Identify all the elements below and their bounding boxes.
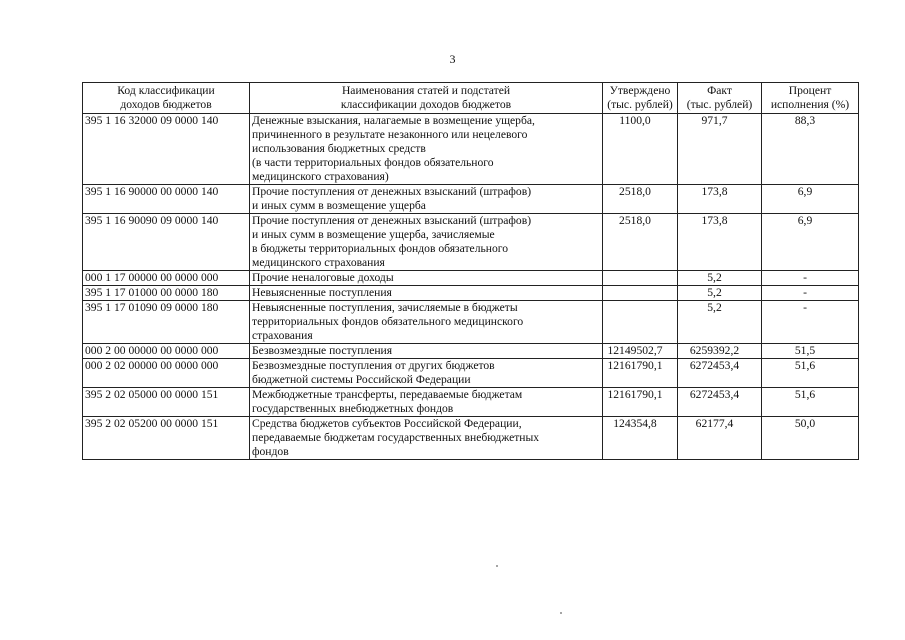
row-name-line: Невыясненные поступления, зачисляемые в бюджеты xyxy=(252,301,518,314)
row-approved-value: 12161790,1 xyxy=(607,388,663,401)
row-code: 000 2 02 00000 00 0000 000 xyxy=(83,359,250,388)
row-fact-value: 6259392,2 xyxy=(689,344,740,357)
row-percent xyxy=(762,344,859,359)
row-name xyxy=(250,344,603,359)
row-code: 395 1 17 01000 00 0000 180 xyxy=(83,286,250,301)
row-percent xyxy=(762,271,859,286)
revenue-table xyxy=(82,82,859,460)
row-fact-value: 173,8 xyxy=(701,185,728,198)
row-approved-value: 2518,0 xyxy=(619,214,651,227)
row-approved xyxy=(603,114,678,185)
row-percent-value: - xyxy=(803,301,807,314)
row-name xyxy=(250,388,603,417)
row-percent xyxy=(762,185,859,214)
header-percent-line-1: Процент xyxy=(788,84,832,97)
row-name-line: Прочие неналоговые доходы xyxy=(252,271,394,284)
row-fact xyxy=(678,185,762,214)
row-approved-value: 12161790,1 xyxy=(607,359,663,372)
row-percent xyxy=(762,214,859,271)
row-name xyxy=(250,271,603,286)
row-name xyxy=(250,301,603,344)
table-row xyxy=(83,214,859,271)
row-percent-value: 88,3 xyxy=(794,114,816,127)
row-fact-value: 6272453,4 xyxy=(689,359,740,372)
row-name-line: причиненного в результате незаконного или нецелевого xyxy=(252,128,528,141)
row-percent-value: 51,6 xyxy=(794,359,816,372)
header-fact-line-1: Факт xyxy=(707,84,732,97)
row-name xyxy=(250,214,603,271)
header-fact xyxy=(678,83,762,114)
header-code-line-1: Код классификации xyxy=(117,84,215,97)
header-approved xyxy=(603,83,678,114)
row-code: 395 2 02 05200 00 0000 151 xyxy=(83,417,250,460)
row-name-line: Безвозмездные поступления xyxy=(252,344,393,357)
row-approved xyxy=(603,214,678,271)
row-approved-value: 124354,8 xyxy=(613,417,657,430)
table-row xyxy=(83,301,859,344)
row-fact-value: 971,7 xyxy=(701,114,728,127)
row-fact-value: 6272453,4 xyxy=(689,388,740,401)
header-approved-line-1: Утверждено xyxy=(609,84,671,97)
table-row xyxy=(83,114,859,185)
row-fact xyxy=(678,271,762,286)
table-header-row xyxy=(83,83,859,114)
row-percent xyxy=(762,114,859,185)
header-fact-line-2: (тыс. рублей) xyxy=(686,98,753,111)
row-name-line: в бюджеты территориальных фондов обязательного xyxy=(252,242,509,255)
header-percent xyxy=(762,83,859,114)
header-name-line-1: Наименования статей и подстатей xyxy=(341,84,511,97)
row-approved xyxy=(603,388,678,417)
row-percent-value: - xyxy=(803,271,807,284)
row-name-line: медицинского страхования xyxy=(252,256,385,269)
row-fact xyxy=(678,417,762,460)
row-name-line: страхования xyxy=(252,329,313,342)
row-percent-value: 51,5 xyxy=(794,344,816,357)
row-fact xyxy=(678,344,762,359)
table-row xyxy=(83,388,859,417)
scan-speck xyxy=(560,612,562,614)
row-approved xyxy=(603,417,678,460)
table-row xyxy=(83,271,859,286)
row-fact-value: 5,2 xyxy=(707,286,722,299)
row-percent-value: 50,0 xyxy=(794,417,816,430)
row-fact xyxy=(678,286,762,301)
row-code: 000 2 00 00000 00 0000 000 xyxy=(83,344,250,359)
row-approved xyxy=(603,271,678,286)
row-approved xyxy=(603,301,678,344)
table-row xyxy=(83,417,859,460)
row-name-line: Прочие поступления от денежных взысканий (штрафов) xyxy=(252,185,532,198)
row-percent-value: 6,9 xyxy=(797,185,813,198)
row-percent xyxy=(762,417,859,460)
page-number: 3 xyxy=(449,52,456,66)
row-percent-value: 51,6 xyxy=(794,388,816,401)
header-code xyxy=(83,83,250,114)
row-name-line: государственных внебюджетных фондов xyxy=(252,402,454,415)
row-name-line: бюджетной системы Российской Федерации xyxy=(252,373,471,386)
row-name-line: Невыясненные поступления xyxy=(252,286,392,299)
row-approved xyxy=(603,286,678,301)
row-approved-value: 2518,0 xyxy=(619,185,651,198)
scan-speck xyxy=(496,565,498,567)
row-code: 395 2 02 05000 00 0000 151 xyxy=(83,388,250,417)
row-name xyxy=(250,185,603,214)
row-fact xyxy=(678,301,762,344)
row-fact xyxy=(678,388,762,417)
header-approved-line-2: (тыс. рублей) xyxy=(607,98,673,111)
row-name-line: Средства бюджетов субъектов Российской Федерации, xyxy=(252,417,522,430)
row-approved xyxy=(603,185,678,214)
row-percent-value: - xyxy=(803,286,807,299)
row-fact xyxy=(678,214,762,271)
row-fact xyxy=(678,359,762,388)
row-percent xyxy=(762,388,859,417)
row-fact-value: 173,8 xyxy=(701,214,728,227)
row-name-line: фондов xyxy=(252,445,289,458)
row-approved xyxy=(603,359,678,388)
row-code: 395 1 16 32000 09 0000 140 xyxy=(83,114,250,185)
row-approved xyxy=(603,344,678,359)
row-fact-value: 62177,4 xyxy=(695,417,734,430)
table-row xyxy=(83,286,859,301)
row-name-line: Межбюджетные трансферты, передаваемые бюджетам xyxy=(252,388,523,401)
row-approved-value: 1100,0 xyxy=(619,114,651,127)
header-name-line-2: классификации доходов бюджетов xyxy=(340,98,512,111)
row-name xyxy=(250,417,603,460)
row-fact xyxy=(678,114,762,185)
row-name-line: медицинского страхования) xyxy=(252,170,389,183)
row-percent xyxy=(762,359,859,388)
table-row xyxy=(83,359,859,388)
row-name xyxy=(250,286,603,301)
table-row xyxy=(83,185,859,214)
header-percent-line-2: исполнения (%) xyxy=(770,98,850,111)
row-fact-value: 5,2 xyxy=(707,271,722,284)
row-code: 395 1 17 01090 09 0000 180 xyxy=(83,301,250,344)
row-code: 000 1 17 00000 00 0000 000 xyxy=(83,271,250,286)
row-name-line: передаваемые бюджетам государственных внебюджетных xyxy=(252,431,540,444)
row-approved-value: 12149502,7 xyxy=(607,344,663,357)
row-name-line: (в части территориальных фондов обязательного xyxy=(252,156,494,169)
row-code: 395 1 16 90090 09 0000 140 xyxy=(83,214,250,271)
row-name-line: Прочие поступления от денежных взысканий (штрафов) xyxy=(252,214,532,227)
row-name xyxy=(250,114,603,185)
header-name xyxy=(250,83,603,114)
row-percent xyxy=(762,301,859,344)
row-percent-value: 6,9 xyxy=(797,214,813,227)
table-row xyxy=(83,344,859,359)
row-fact-value: 5,2 xyxy=(707,301,722,314)
row-code: 395 1 16 90000 00 0000 140 xyxy=(83,185,250,214)
row-name xyxy=(250,359,603,388)
row-name-line: Безвозмездные поступления от других бюджетов xyxy=(252,359,495,372)
header-code-line-2: доходов бюджетов xyxy=(120,98,212,111)
row-percent xyxy=(762,286,859,301)
row-name-line: и иных сумм в возмещение ущерба, зачисляемые xyxy=(252,228,495,241)
row-name-line: территориальных фондов обязательного медицинского xyxy=(252,315,524,328)
row-name-line: и иных сумм в возмещение ущерба xyxy=(252,199,426,212)
row-name-line: использования бюджетных средств xyxy=(252,142,426,155)
row-name-line: Денежные взыскания, налагаемые в возмещение ущерба, xyxy=(252,114,535,127)
